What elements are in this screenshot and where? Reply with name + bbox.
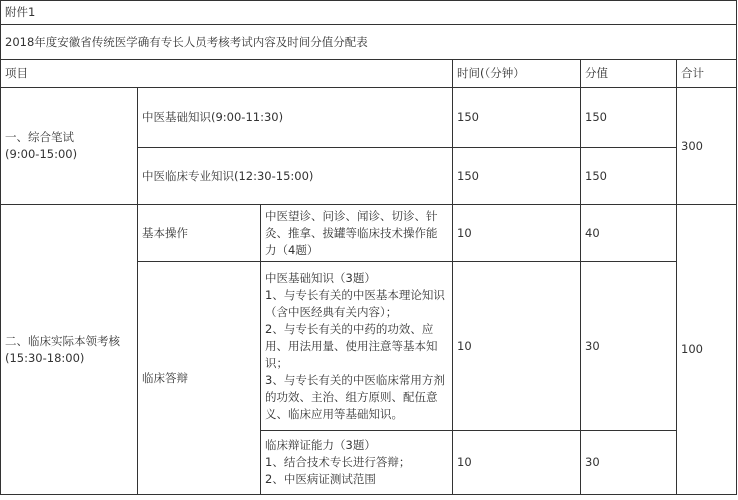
header-total: 合计 xyxy=(677,60,737,88)
clinical-defense-label: 临床答辩 xyxy=(138,262,261,495)
written-time-basic: 150 xyxy=(453,88,581,148)
practical-exam-label: 二、临床实际本领考核 (15:30-18:00) xyxy=(1,205,138,495)
practical-total: 100 xyxy=(677,205,737,495)
clinical-defense-score-syndrome: 30 xyxy=(581,431,677,495)
written-time-clinical: 150 xyxy=(453,148,581,205)
written-total: 300 xyxy=(677,88,737,205)
clinical-defense-time-syndrome: 10 xyxy=(453,431,581,495)
attachment-label: 附件1 xyxy=(1,1,737,25)
written-score-basic: 150 xyxy=(581,88,677,148)
clinical-defense-score-knowledge: 30 xyxy=(581,262,677,431)
basic-operation-time: 10 xyxy=(453,205,581,262)
basic-operation-label: 基本操作 xyxy=(138,205,261,262)
header-score: 分值 xyxy=(581,60,677,88)
written-subject-basic: 中医基础知识(9:00-11:30) xyxy=(138,88,453,148)
clinical-defense-content-knowledge: 中医基础知识（3题） 1、与专长有关的中医基本理论知识（含中医经典有关内容）； 2、与专长有关的中药的功效、应用、用法用量、使用注意等基本知识； 3、与专长有关的中医临床常用方剂的功效、主治、组方原则、配伍意义、临床应用等基础知识。 xyxy=(261,262,453,431)
header-item: 项目 xyxy=(1,60,453,88)
basic-operation-content: 中医望诊、问诊、闻诊、切诊、针灸、推拿、拔罐等临床技术操作能力（4题） xyxy=(261,205,453,262)
table-title: 2018年度安徽省传统医学确有专长人员考核考试内容及时间分值分配表 xyxy=(1,25,737,60)
written-exam-label: 一、综合笔试 (9:00-15:00) xyxy=(1,88,138,205)
clinical-defense-time-knowledge: 10 xyxy=(453,262,581,431)
basic-operation-score: 40 xyxy=(581,205,677,262)
header-time: 时间(（分钟） xyxy=(453,60,581,88)
clinical-defense-content-syndrome: 临床辩证能力（3题） 1、结合技术专长进行答辩； 2、中医病证测试范围 xyxy=(261,431,453,495)
written-subject-clinical: 中医临床专业知识(12:30-15:00) xyxy=(138,148,453,205)
written-score-clinical: 150 xyxy=(581,148,677,205)
